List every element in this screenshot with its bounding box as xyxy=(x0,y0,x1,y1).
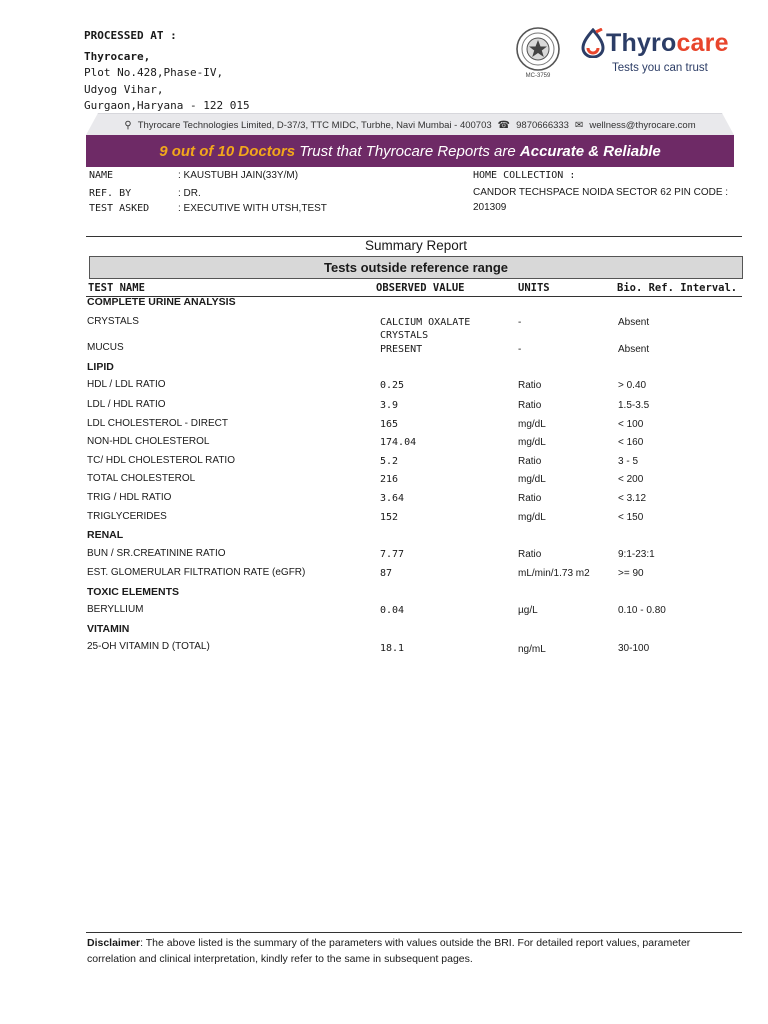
accreditation-seal xyxy=(512,26,564,79)
processed-address-line: Plot No.428,Phase-IV, xyxy=(84,66,224,79)
observed-value: 0.04 xyxy=(380,605,405,616)
observed-value: 152 xyxy=(380,512,399,523)
disclaimer-text: : The above listed is the summary of the parameters with values outside the BRI. For detailed report values, parameter correlation and clinical interpretation, kindly refer to the same in subsequent pages. xyxy=(87,937,691,965)
observed-value: 3.64 xyxy=(380,493,405,504)
contact-strip xyxy=(86,113,734,136)
unit: mg/dL xyxy=(518,474,546,485)
brand-tagline: Tests you can trust xyxy=(612,62,708,74)
observed-value: 216 xyxy=(380,474,399,485)
ref-interval: Absent xyxy=(618,344,650,355)
test-name: TC/ HDL CHOLESTEROL RATIO xyxy=(87,455,235,466)
col-header-ref: Bio. Ref. Interval. xyxy=(617,282,738,294)
location-pin-icon: ⚲ xyxy=(124,119,132,131)
test-name: TRIGLYCERIDES xyxy=(87,511,167,522)
ref-interval: 30-100 xyxy=(618,643,650,654)
outside-range-header: Tests outside reference range xyxy=(89,256,743,279)
ref-interval: Absent xyxy=(618,317,650,328)
home-collection-address: CANDOR TECHSPACE NOIDA SECTOR 62 PIN CODE : xyxy=(473,187,729,198)
ref-interval: >= 90 xyxy=(618,568,644,579)
processed-at-block xyxy=(84,28,250,115)
observed-value: PRESENT xyxy=(380,344,423,355)
name-value: : KAUSTUBH JAIN(33Y/M) xyxy=(178,170,299,181)
test-name: TRIG / HDL RATIO xyxy=(87,492,172,503)
group-heading: TOXIC ELEMENTS xyxy=(87,586,179,598)
refby-value: : DR. xyxy=(178,188,201,199)
unit: - xyxy=(518,344,522,355)
ref-interval: 3 - 5 xyxy=(618,456,639,467)
whatsapp-icon: ☎ xyxy=(497,119,511,131)
observed-value: 18.1 xyxy=(380,643,405,654)
unit: - xyxy=(518,317,522,328)
banner-text: Trust that Thyrocare Reports are xyxy=(295,142,520,160)
observed-value: 0.25 xyxy=(380,380,405,391)
brand-logo xyxy=(580,28,729,74)
contact-address: Thyrocare Technologies Limited, D-37/3, TTC MIDC, Turbhe, Navi Mumbai - 400703 xyxy=(137,119,492,131)
disclaimer xyxy=(87,936,727,967)
ref-interval: < 150 xyxy=(618,512,644,523)
unit: Ratio xyxy=(518,380,542,391)
contact-phone: 9870666333 xyxy=(516,119,569,131)
test-name: CRYSTALS xyxy=(87,316,139,327)
processed-org: Thyrocare, xyxy=(84,49,151,63)
observed-value: 3.9 xyxy=(380,400,399,411)
trust-banner xyxy=(86,135,734,167)
summary-divider xyxy=(86,236,742,237)
ref-interval: < 200 xyxy=(618,474,644,485)
ref-interval: 9:1-23:1 xyxy=(618,549,655,560)
col-header-units: UNITS xyxy=(518,282,550,294)
seal-code: MC-3759 xyxy=(525,73,551,79)
thyrocare-logo-icon xyxy=(580,28,606,58)
col-header-test: TEST NAME xyxy=(88,282,145,294)
observed-value: 7.77 xyxy=(380,549,405,560)
disclaimer-divider xyxy=(86,932,742,933)
disclaimer-label: Disclaimer xyxy=(87,937,141,949)
email-icon: ✉ xyxy=(574,119,584,131)
processed-at-label: PROCESSED AT : xyxy=(84,29,177,42)
ref-interval: < 100 xyxy=(618,419,644,430)
test-name: NON-HDL CHOLESTEROL xyxy=(87,436,210,447)
observed-value: 5.2 xyxy=(380,456,399,467)
strip-notch-right xyxy=(722,113,734,135)
test-name: MUCUS xyxy=(87,342,124,353)
unit: Ratio xyxy=(518,549,542,560)
observed-value: 165 xyxy=(380,419,399,430)
test-asked-value: : EXECUTIVE WITH UTSH,TEST xyxy=(178,203,327,214)
test-name: LDL / HDL RATIO xyxy=(87,399,166,410)
test-name: HDL / LDL RATIO xyxy=(87,379,166,390)
unit: mg/dL xyxy=(518,419,546,430)
name-label: NAME xyxy=(89,170,114,181)
ref-interval: < 3.12 xyxy=(618,493,647,504)
group-heading: LIPID xyxy=(87,361,114,373)
observed-value: 174.04 xyxy=(380,437,417,448)
strip-notch-left xyxy=(86,113,98,135)
unit: mL/min/1.73 m2 xyxy=(518,568,590,579)
unit: Ratio xyxy=(518,456,542,467)
unit: ng/mL xyxy=(518,644,546,655)
group-heading: RENAL xyxy=(87,529,124,541)
processed-address-line: Gurgaon,Haryana - 122 015 xyxy=(84,99,250,112)
unit: µg/L xyxy=(518,605,538,616)
brand-name: Thyrocare xyxy=(606,28,729,57)
ref-interval: 1.5-3.5 xyxy=(618,400,650,411)
ref-interval: 0.10 - 0.80 xyxy=(618,605,666,616)
unit: Ratio xyxy=(518,400,542,411)
observed-value: 87 xyxy=(380,568,393,579)
summary-title: Summary Report xyxy=(364,238,468,253)
group-heading: VITAMIN xyxy=(87,623,130,635)
test-name: BUN / SR.CREATININE RATIO xyxy=(87,548,226,559)
test-name: LDL CHOLESTEROL - DIRECT xyxy=(87,418,228,429)
test-asked-label: TEST ASKED xyxy=(89,203,150,214)
col-header-observed: OBSERVED VALUE xyxy=(376,282,465,294)
ref-interval: > 0.40 xyxy=(618,380,647,391)
test-name: BERYLLIUM xyxy=(87,604,144,615)
ref-interval: < 160 xyxy=(618,437,644,448)
processed-address-line: Udyog Vihar, xyxy=(84,82,164,96)
seal-icon xyxy=(515,26,561,72)
banner-highlight: 9 out of 10 Doctors xyxy=(159,142,296,160)
group-heading: COMPLETE URINE ANALYSIS xyxy=(87,296,236,308)
unit: mg/dL xyxy=(518,437,546,448)
refby-label: REF. BY xyxy=(89,188,132,199)
contact-email: wellness@thyrocare.com xyxy=(589,119,696,131)
test-name: 25-OH VITAMIN D (TOTAL) xyxy=(87,641,210,652)
test-name: EST. GLOMERULAR FILTRATION RATE (eGFR) xyxy=(87,567,306,578)
home-collection-pincode: 201309 xyxy=(473,202,507,213)
unit: mg/dL xyxy=(518,512,546,523)
test-name: TOTAL CHOLESTEROL xyxy=(87,473,196,484)
unit: Ratio xyxy=(518,493,542,504)
home-collection-label: HOME COLLECTION : xyxy=(473,170,576,181)
observed-value: CALCIUM OXALATE CRYSTALS xyxy=(380,317,471,341)
banner-emphasis: Accurate & Reliable xyxy=(519,142,661,160)
